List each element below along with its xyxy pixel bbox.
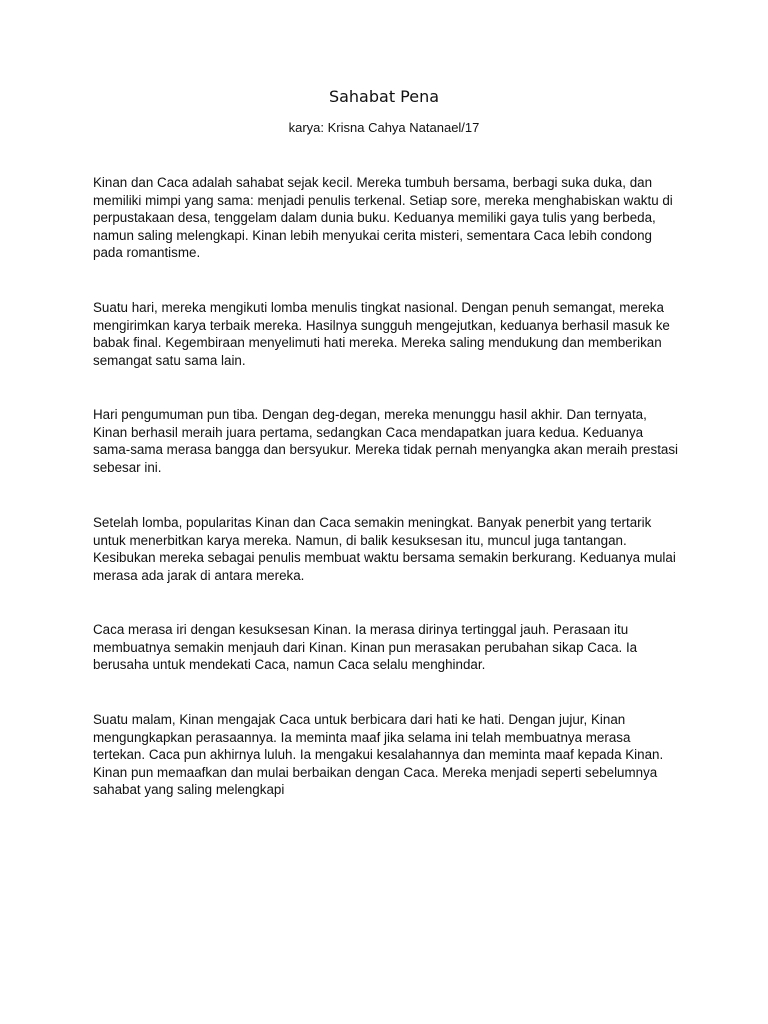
document-title: Sahabat Pena [328, 87, 440, 106]
paragraph-6: Suatu malam, Kinan mengajak Caca untuk berbicara dari hati ke hati. Dengan jujur, Kinan mengungkapkan perasaannya. Ia meminta maaf jika selama ini telah membuatnya merasa tertekan. Caca pun akhirnya luluh. Ia mengakui kesalahannya dan meminta maaf kepada Kinan. Kinan pun memaafkan dan mulai berbaikan dengan Caca. Mereka menjadi seperti sebelumnya sahabat yang saling melengkapi [93, 712, 664, 798]
paragraph-3: Hari pengumuman pun tiba. Dengan deg-degan, mereka menunggu hasil akhir. Dan ternyata, Kinan berhasil meraih juara pertama, sedangkan Caca mendapatkan juara kedua. Keduanya sama-sama merasa bangga dan bersyukur. Mereka tidak pernah menyangka akan meraih prestasi sebesar ini. [93, 407, 679, 475]
paragraph-2: Suatu hari, mereka mengikuti lomba menulis tingkat nasional. Dengan penuh semangat, mereka mengirimkan karya terbaik mereka. Hasilnya sungguh mengejutkan, keduanya berhasil masuk ke babak final. Kegembiraan menyelimuti hati mereka. Mereka saling mendukung dan memberikan semangat satu sama lain. [93, 300, 670, 368]
paragraph-1: Kinan dan Caca adalah sahabat sejak kecil. Mereka tumbuh bersama, berbagi suka duka, dan memiliki mimpi yang sama: menjadi penulis terkenal. Setiap sore, mereka menghabiskan waktu di perpustakaan desa, tenggelam dalam dunia buku. Keduanya memiliki gaya tulis yang berbeda, namun saling melengkapi. Kinan lebih menyukai cerita misteri, sementara Caca lebih condong pada romantisme. [93, 175, 673, 261]
paragraph-4: Setelah lomba, popularitas Kinan dan Caca semakin meningkat. Banyak penerbit yang tertarik untuk menerbitkan karya mereka. Namun, di balik kesuksesan itu, muncul juga tantangan. Kesibukan mereka sebagai penulis membuat waktu bersama semakin berkurang. Keduanya mulai merasa ada jarak di antara mereka. [93, 515, 676, 583]
paragraph-5: Caca merasa iri dengan kesuksesan Kinan. Ia merasa dirinya tertinggal jauh. Perasaan itu membuatnya semakin menjauh dari Kinan. Kinan pun merasakan perubahan sikap Caca. Ia berusaha untuk mendekati Caca, namun Caca selalu menghindar. [93, 622, 638, 673]
document-byline: karya: Krisna Cahya Natanael/17 [288, 120, 480, 135]
